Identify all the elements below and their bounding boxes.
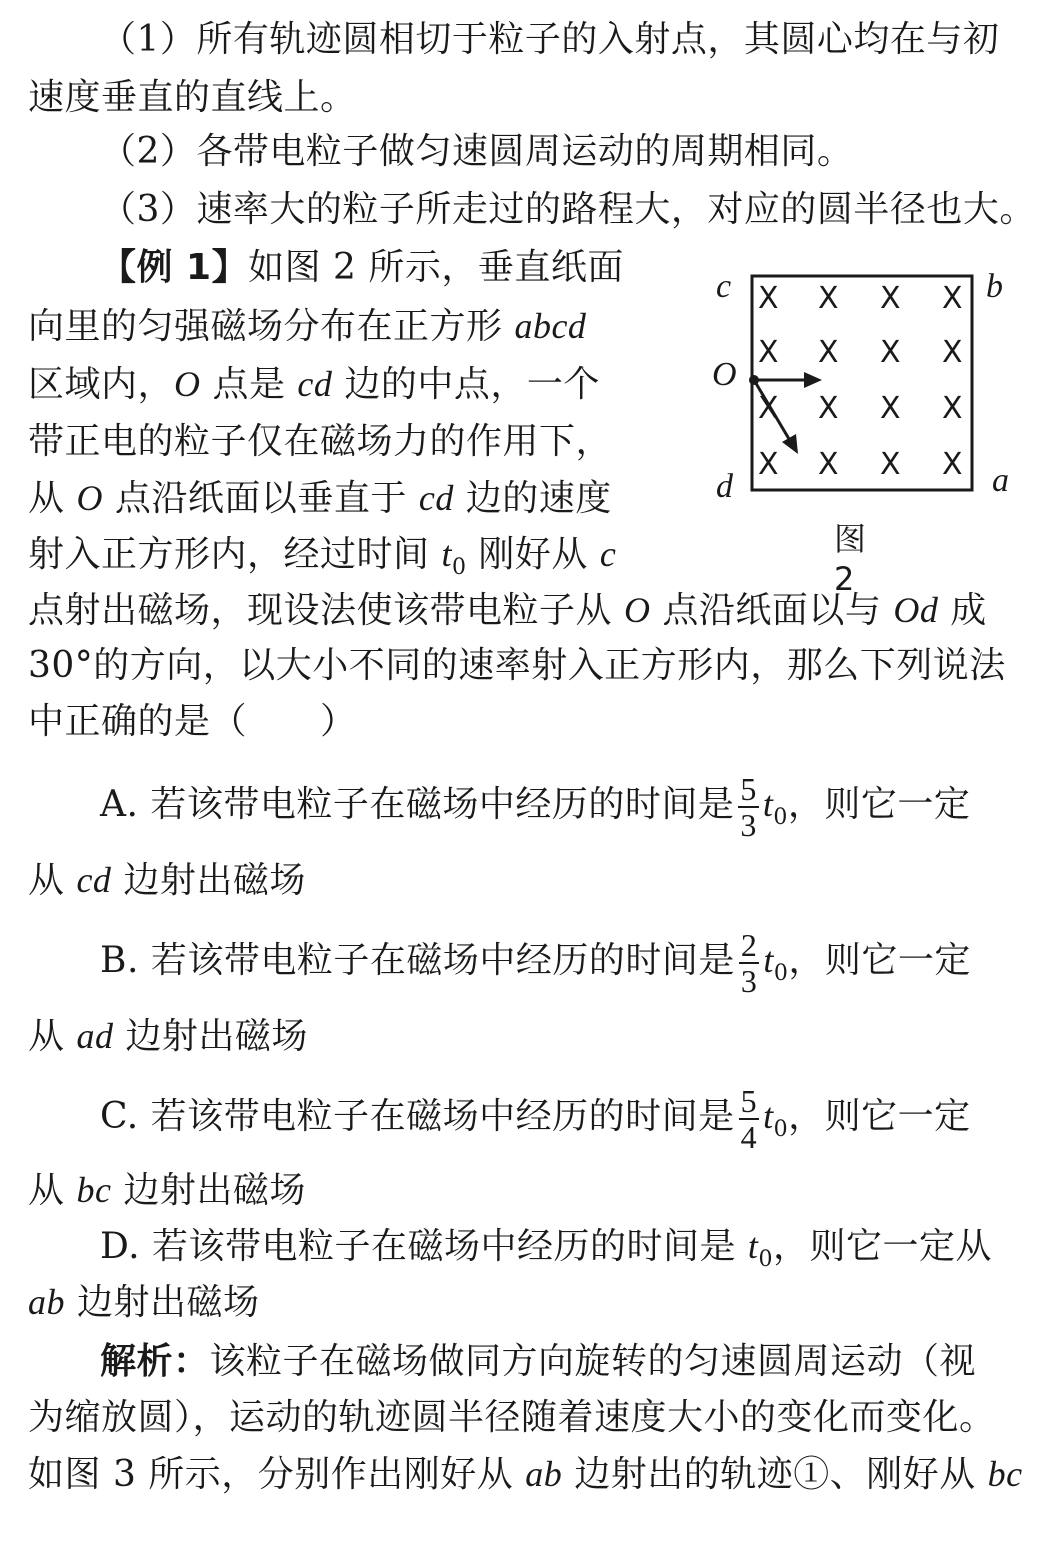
analysis-text: 如图 3 所示，分别作出刚好从 (28, 1454, 526, 1495)
option-a-line-2 (28, 858, 306, 903)
option-text: ，则它一定 (787, 784, 971, 825)
example-text: 点是 (200, 364, 298, 405)
fraction-numerator: 5 (740, 1083, 758, 1119)
variable: c (599, 534, 617, 574)
point-3: （3）速率大的粒子所走过的路程大，对应的圆半径也大。 (100, 189, 1036, 230)
variable: t (763, 1096, 774, 1136)
label-c: c (716, 268, 732, 305)
example-text: 刚好从 (466, 534, 600, 575)
magnetic-field-square (740, 262, 1030, 502)
option-text: ，则它一定 (788, 1096, 971, 1137)
option-text: A. 若该带电粒子在磁场中经历的时间是 (100, 784, 735, 825)
option-b-line-1 (100, 928, 971, 998)
example-text: 边的速度 (453, 478, 612, 519)
fraction-denominator: 3 (740, 807, 757, 843)
fraction-denominator: 3 (740, 963, 758, 999)
variable: bc (987, 1454, 1023, 1494)
option-text: B. 若该带电粒子在磁场中经历的时间是 (100, 940, 735, 981)
point-1-line-2: 速度垂直的直线上。 (28, 77, 357, 118)
fraction (739, 928, 760, 998)
example-text: 射入正方形内，经过时间 (28, 534, 442, 575)
option-text: ，则它一定从 (772, 1226, 992, 1267)
option-text: 边射出磁场 (111, 1170, 306, 1211)
fraction (739, 1084, 760, 1154)
option-text: 边射出磁场 (65, 1282, 260, 1323)
field-cross-icon: X (758, 281, 779, 316)
option-a-line-1 (100, 772, 970, 842)
field-cross-icon: X (942, 447, 963, 482)
field-cross-icon: X (942, 391, 963, 426)
variable: O (76, 478, 103, 518)
option-c-line-1 (100, 1084, 971, 1154)
option-b-line-2 (28, 1014, 308, 1059)
arrowhead-icon (782, 434, 798, 454)
label-d: d (716, 468, 733, 505)
variable: O (174, 364, 201, 404)
example-text: 如图 2 所示，垂直纸面 (248, 247, 624, 288)
field-cross-icon: X (758, 335, 779, 370)
option-text: 从 (28, 1170, 77, 1211)
variable: ab (28, 1282, 65, 1322)
example-tag: 【例 1】 (100, 247, 249, 288)
option-d-line-1 (100, 1224, 992, 1282)
option-text: D. 若该带电粒子在磁场中经历的时间是 (100, 1226, 748, 1267)
example-line-5 (28, 476, 612, 521)
option-text: 边射出磁场 (113, 1016, 308, 1057)
example-text: 点沿纸面以与 (650, 590, 894, 631)
example-line-3 (28, 362, 600, 407)
label-O: O (712, 356, 737, 393)
analysis-line-2: 为缩放圆），运动的轨迹圆半径随着速度大小的变化而变化。 (28, 1397, 996, 1438)
option-text: 边射出磁场 (111, 860, 306, 901)
subscript: 0 (451, 555, 467, 581)
example-text: 向里的匀强磁场分布在正方形 (28, 306, 515, 347)
option-c-line-2 (28, 1168, 306, 1213)
field-cross-icon: X (758, 391, 779, 426)
variable: cd (297, 364, 333, 404)
variable: t (747, 1226, 759, 1266)
fraction (738, 772, 759, 842)
example-text: 点沿纸面以垂直于 (102, 478, 419, 519)
field-cross-icon: X (880, 281, 901, 316)
variable: ab (525, 1454, 563, 1494)
variable: ad (76, 1016, 114, 1056)
example-text: 从 (28, 478, 77, 519)
field-cross-icon: X (880, 335, 901, 370)
subscript: 0 (773, 961, 789, 987)
variable: bc (76, 1170, 112, 1210)
option-text: ，则它一定 (788, 940, 971, 981)
subscript: 0 (758, 1247, 773, 1273)
field-cross-icon: X (880, 391, 901, 426)
option-d-line-2 (28, 1280, 259, 1325)
example-line-1 (100, 246, 624, 290)
example-text: 边的中点，一个 (332, 364, 600, 405)
analysis-line-3 (28, 1452, 1023, 1497)
example-text: 点射出磁场，现设法使该带电粒子从 (28, 590, 624, 631)
variable: Od (893, 590, 939, 630)
variable: O (623, 590, 651, 630)
option-text: C. 若该带电粒子在磁场中经历的时间是 (100, 1096, 735, 1137)
example-text: 成 (938, 590, 987, 631)
variable: cd (76, 860, 112, 900)
example-line-9: 中正确的是（ ） (28, 701, 357, 742)
point-1-line-1: （1）所有轨迹圆相切于粒子的入射点，其圆心均在与初 (100, 19, 1000, 60)
example-line-8: 30°的方向，以大小不同的速率射入正方形内，那么下列说法 (28, 645, 1006, 686)
arrowhead-icon (804, 372, 822, 388)
square-abcd (752, 276, 972, 490)
field-cross-icon: X (818, 281, 839, 316)
label-a: a (992, 462, 1009, 499)
label-b: b (986, 268, 1003, 305)
analysis-text: 该粒子在磁场做同方向旋转的匀速圆周运动（视 (209, 1341, 977, 1382)
subscript: 0 (773, 1117, 789, 1143)
subscript: 0 (773, 805, 788, 831)
example-line-2 (28, 304, 586, 349)
field-cross-icon: X (942, 335, 963, 370)
option-text: 从 (28, 860, 77, 901)
field-cross-icon: X (818, 335, 839, 370)
fraction-numerator: 5 (740, 771, 757, 807)
fraction-numerator: 2 (740, 927, 758, 963)
option-text: 从 (28, 1016, 77, 1057)
field-cross-icon: X (758, 447, 779, 482)
field-cross-icon: X (818, 391, 839, 426)
field-cross-icon: X (880, 447, 901, 482)
point-2: （2）各带电粒子做匀速圆周运动的周期相同。 (100, 131, 854, 172)
analysis-label: 解析： (100, 1341, 210, 1382)
fraction-denominator: 4 (740, 1119, 758, 1155)
analysis-text: 边射出的轨迹①、刚好从 (562, 1454, 988, 1495)
variable: t (762, 784, 774, 824)
variable: t (763, 940, 774, 980)
analysis-line-1 (100, 1340, 976, 1384)
variable: cd (418, 478, 454, 518)
variable: t (441, 534, 452, 574)
field-cross-icon: X (818, 447, 839, 482)
example-line-4: 带正电的粒子仅在磁场力的作用下， (28, 421, 613, 462)
field-cross-icon: X (942, 281, 963, 316)
example-text: 区域内， (28, 364, 175, 405)
variable: abcd (514, 306, 587, 346)
figure-caption: 图 2 (834, 520, 867, 598)
example-line-6 (28, 532, 616, 590)
